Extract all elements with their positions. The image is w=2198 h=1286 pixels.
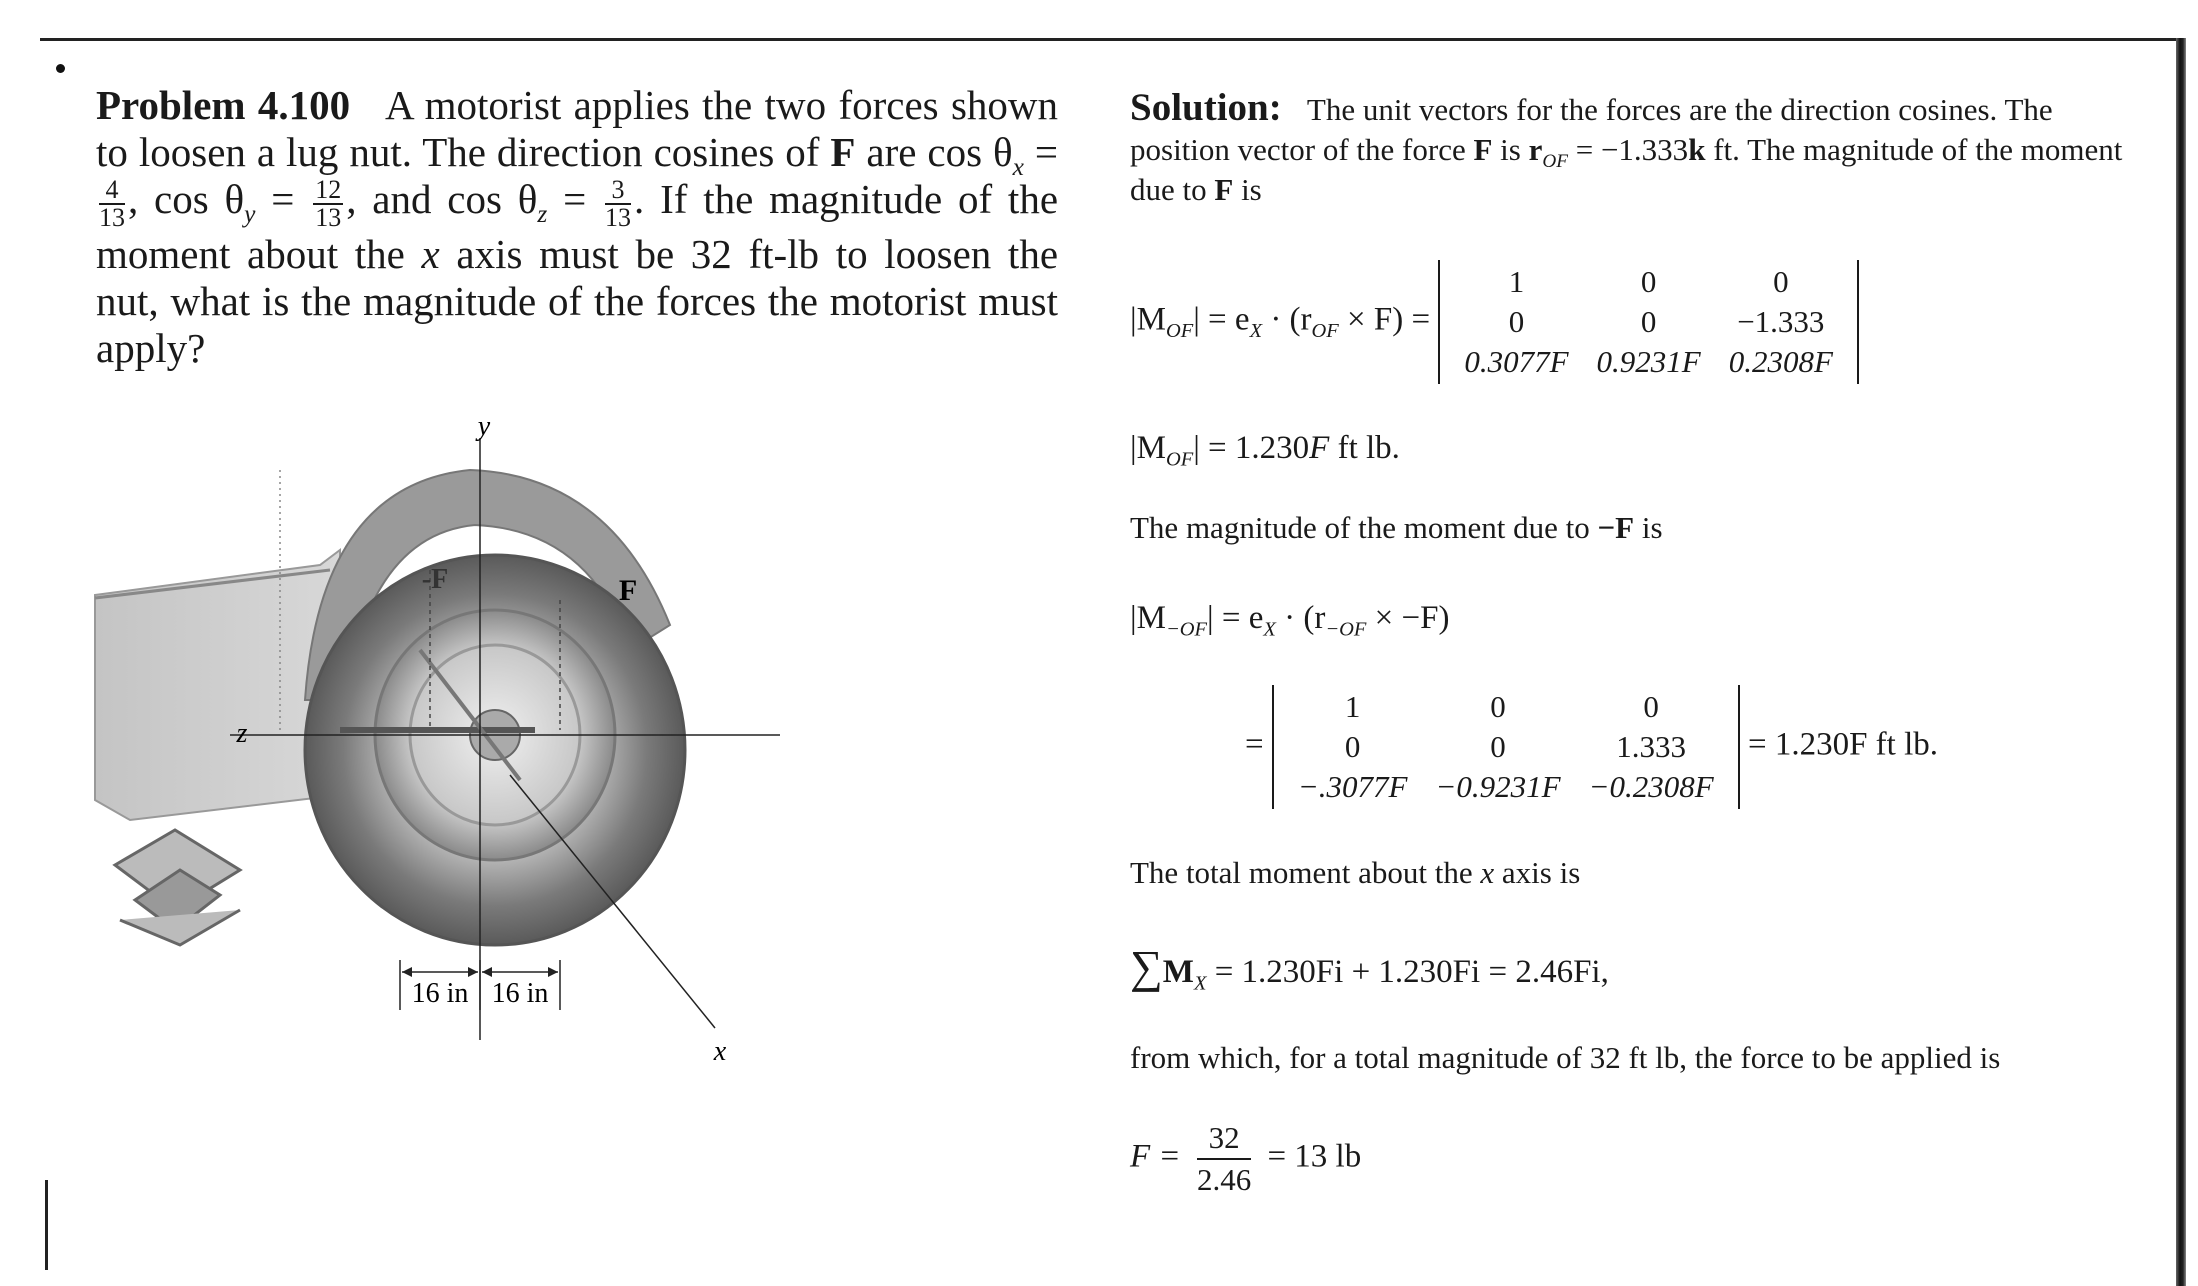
text-total-x: x xyxy=(1480,855,1495,890)
car-body xyxy=(95,550,340,820)
text-neg: The magnitude of the moment due to xyxy=(1130,510,1590,545)
problem-label: Problem 4.100 xyxy=(96,82,351,128)
determinant-2 xyxy=(1272,685,1740,809)
solution-title: Solution: xyxy=(1130,86,1282,129)
text-total-2: axis is xyxy=(1501,855,1581,890)
equation-2 xyxy=(1130,430,1400,471)
eq6-num: 32 xyxy=(1197,1120,1251,1160)
eq1-mid: | = e xyxy=(1193,301,1250,338)
det2-cell: 0 xyxy=(1344,729,1361,764)
equation-1 xyxy=(1130,260,1859,384)
eq6-lhs: F = xyxy=(1130,1138,1181,1175)
equation-4 xyxy=(1245,685,1938,809)
frac-y xyxy=(313,174,343,232)
intro-k: k xyxy=(1688,132,1706,167)
intro-5: is xyxy=(1241,172,1262,207)
eq3-c-sub: −OF xyxy=(1325,618,1367,641)
eq3-b: | = e xyxy=(1207,600,1264,636)
det1-cell: −1.333 xyxy=(1737,304,1825,339)
frac-z xyxy=(605,174,632,232)
frac-z-den: 13 xyxy=(605,202,632,232)
car-jack xyxy=(115,830,240,945)
eq6-fraction xyxy=(1197,1120,1251,1198)
det2-cell: −0.9231F xyxy=(1435,769,1561,804)
text-neg-end: is xyxy=(1641,510,1663,545)
det1-cell: 0.9231F xyxy=(1596,344,1701,379)
frac-x xyxy=(99,174,125,232)
text-total-moment xyxy=(1130,855,1580,891)
eq1-rhs: · (r xyxy=(1262,301,1312,338)
eq3-a: |M xyxy=(1130,600,1166,636)
label-x: x xyxy=(713,1036,727,1067)
eq2-F: F xyxy=(1309,430,1330,466)
det1-cell: 1 xyxy=(1508,264,1525,299)
dim-right: 16 in xyxy=(491,978,549,1009)
frac-y-den: 13 xyxy=(315,202,342,232)
label-y: y xyxy=(477,411,491,442)
sub-x: x xyxy=(1012,153,1024,182)
eq1-lhs: |M xyxy=(1130,301,1166,338)
intro-2: is xyxy=(1500,132,1521,167)
frac-x-num: 4 xyxy=(99,177,125,205)
label-force: F xyxy=(618,574,638,607)
problem-text-5: . If the magnitude of the moment about the xyxy=(96,176,1059,277)
text-neg-F: −F xyxy=(1597,510,1635,545)
det1-cell: 0 xyxy=(1640,264,1657,299)
eq5-sub: X xyxy=(1193,972,1207,995)
text-total-1: The total moment about the xyxy=(1130,855,1473,890)
eq1-lhs-sub: OF xyxy=(1165,320,1194,343)
problem-text-2: are cos θ xyxy=(866,129,1013,175)
eq3-sub: −OF xyxy=(1165,618,1207,641)
eq2-sub: OF xyxy=(1165,448,1194,471)
det1-cell: 0.3077F xyxy=(1464,344,1569,379)
det2-cell: 0 xyxy=(1643,689,1659,724)
page-top-rule xyxy=(40,38,2180,41)
det2-cell: 1 xyxy=(1344,689,1361,724)
dim-left: 16 in xyxy=(411,978,469,1009)
label-z: z xyxy=(236,718,248,749)
problem-text-3: , cos θ xyxy=(128,176,245,222)
page-right-edge xyxy=(2176,38,2186,1286)
text-neg-force xyxy=(1130,510,1663,546)
frac-y-num: 12 xyxy=(315,174,342,204)
eq4-post: = 1.230F ft lb. xyxy=(1747,726,1938,763)
det2-cell: 0 xyxy=(1490,729,1506,764)
eq6-den: 2.46 xyxy=(1196,1162,1252,1197)
equation-3 xyxy=(1130,600,1450,641)
intro-4: ft. The magnitude of the moment due to xyxy=(1130,132,2123,207)
force-symbol: F xyxy=(830,129,856,175)
eq3-d: × −F) xyxy=(1366,600,1450,636)
intro-3: = −1.333 xyxy=(1575,132,1689,167)
eq5-M: M xyxy=(1162,954,1194,990)
det2-cell: 1.333 xyxy=(1616,729,1687,764)
frac-x-den: 13 xyxy=(99,202,125,232)
eq1-end: × F) = xyxy=(1338,301,1431,338)
eq1-mid-sub: X xyxy=(1249,320,1263,343)
equation-6 xyxy=(1130,1120,1361,1198)
intro-1: The unit vectors for the forces are the direction cosines. The position vector of the force xyxy=(1130,92,2053,167)
intro-F: F xyxy=(1473,132,1493,167)
solution-intro xyxy=(1130,88,2130,210)
frac-z-num: 3 xyxy=(605,177,631,205)
eq5-sum: ∑ xyxy=(1130,941,1163,992)
det1-cell: 0 xyxy=(1640,304,1657,339)
sub-z: z xyxy=(537,200,548,229)
page-left-rule xyxy=(45,1180,48,1270)
intro-r: r xyxy=(1528,132,1543,167)
eq2-a: |M xyxy=(1130,430,1166,466)
sub-y: y xyxy=(244,200,256,229)
eq5-rest: = 1.230Fi + 1.230Fi = 2.46Fi, xyxy=(1206,954,1609,990)
det2-cell: −0.2308F xyxy=(1588,769,1714,804)
problem-text-1: A motorist applies the two forces shown to loosen a lug nut. The direction cosines of xyxy=(96,82,1059,175)
text-from-which: from which, for a total magnitude of 32 ft lb, the force to be applied is xyxy=(1130,1040,2001,1075)
eq3-b-sub: X xyxy=(1263,618,1276,641)
det1-cell: 0 xyxy=(1773,264,1789,299)
wheel-figure xyxy=(90,400,850,1080)
problem-text-6: axis must be 32 ft-lb to loosen the nut, what is the magnitude of the forces the motorist must apply? xyxy=(96,230,1059,371)
eq6-rhs: = 13 lb xyxy=(1267,1138,1362,1175)
eq2-b: | = 1.230 xyxy=(1193,430,1310,466)
equation-5 xyxy=(1130,940,1609,993)
bullet-dot xyxy=(56,64,65,73)
eq2-c: ft lb. xyxy=(1329,430,1400,466)
eq1-rhs-sub: OF xyxy=(1311,320,1339,343)
problem-text-4: , and cos θ xyxy=(346,176,538,222)
eq3-c: · (r xyxy=(1275,600,1326,636)
eq4-pre: = xyxy=(1245,726,1264,763)
det1-cell: 0.2308F xyxy=(1728,344,1833,379)
intro-F2: F xyxy=(1214,172,1234,207)
det2-cell: −.3077F xyxy=(1297,769,1408,804)
intro-r-sub: OF xyxy=(1542,151,1568,173)
label-neg-force: -F xyxy=(421,564,449,595)
det1-cell: 0 xyxy=(1508,304,1525,339)
det2-cell: 0 xyxy=(1490,689,1506,724)
problem-statement: Problem 4.100 A motorist applies the two forces shown to loosen a lug nut. The direction cosines of F are $\cos \theta_x$ = $\frac{4}{13}$ , $\cos \theta_y$ = $\frac{12}{13}$ , and $\cos \theta_z$ = $\frac{3}{13}$ . If the magnitude of the moment about the x axis must be 32 ft-lb to loosen the nut, what is the magnitude of the forces the motorist must apply? xyxy=(96,82,1059,371)
determinant-1 xyxy=(1438,260,1859,384)
axis-x-word: x xyxy=(421,230,440,277)
